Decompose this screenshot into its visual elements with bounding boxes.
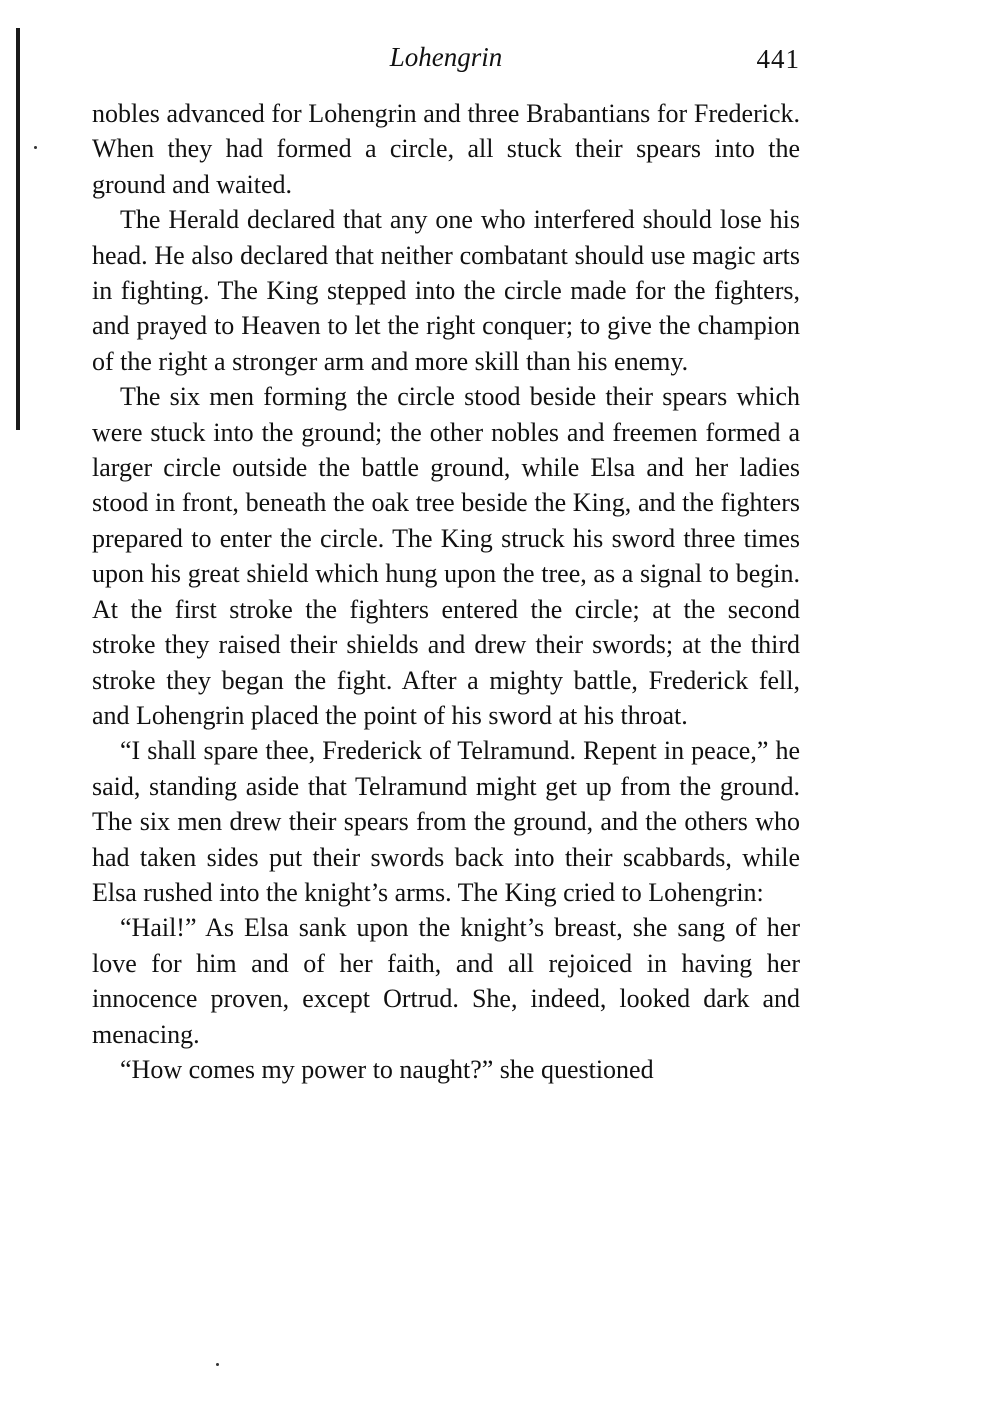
body-text bbox=[92, 96, 800, 1087]
paragraph-6: “How comes my power to naught?” she questioned bbox=[120, 1054, 654, 1084]
scan-speck bbox=[216, 1363, 219, 1366]
page-number: 441 bbox=[756, 44, 800, 74]
paragraph-3: The six men forming the circle stood beside their spears which were stuck into the ground; the other nobles and freemen formed a larger circle outside the battle ground, while Elsa and her ladies stood in front, beneath the oak tree beside the King, and the fighters prepared to enter the circle. The King struck his sword three times upon his great shield which hung upon the tree, as a signal to begin. At the first stroke the fighters entered the circle; at the second stroke they raised their shields and drew their swords; at the third stroke they began the fight. After a mighty battle, Frederick fell, and Lohengrin placed the point of his sword at his throat. bbox=[92, 382, 800, 730]
scan-speck bbox=[34, 146, 37, 149]
page-header bbox=[92, 38, 800, 78]
scan-edge-shadow bbox=[16, 28, 20, 430]
running-title: Lohengrin bbox=[389, 42, 503, 72]
paragraph-5: “Hail!” As Elsa sank upon the knight’s breast, she sang of her love for him and of her faith, and all rejoiced in having her innocence proven, except Ortrud. She, indeed, looked dark and menacing. bbox=[92, 913, 800, 1049]
paragraph-4: “I shall spare thee, Frederick of Telramund. Repent in peace,” he said, standing aside that Telramund might get up from the ground. The six men drew their spears from the ground, and the others who had taken sides put their swords back into their scabbards, while Elsa rushed into the knight’s arms. The King cried to Lohengrin: bbox=[92, 736, 800, 907]
paragraph-2: The Herald declared that any one who interfered should lose his head. He also declared that neither combatant should use magic arts in fighting. The King stepped into the circle made for the fighters, and prayed to Heaven to let the right conquer; to give the champion of the right a stronger arm and more skill than his enemy. bbox=[92, 205, 800, 376]
paragraph-1: nobles advanced for Lohengrin and three Brabantians for Frederick. When they had formed a circle, all stuck their spears into the ground and waited. bbox=[92, 99, 800, 199]
